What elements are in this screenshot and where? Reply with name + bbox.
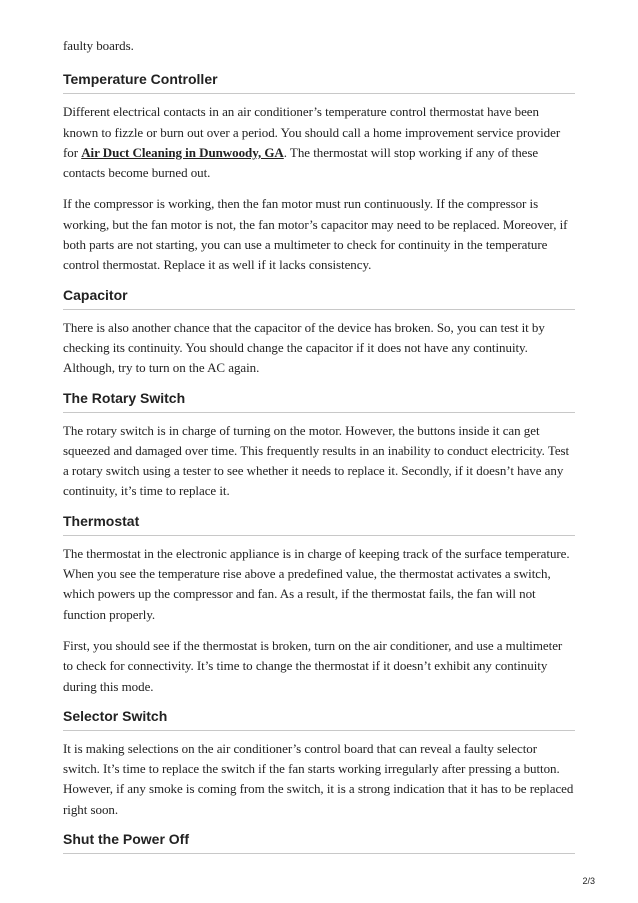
section-temperature-controller — [63, 71, 575, 275]
paragraph-text: Different electrical contacts in an air conditioner’s temperature control thermostat have been known to fizzle or burn out over a period. You should call a home improvement service provider for — [63, 104, 561, 160]
section-selector-switch — [63, 708, 575, 820]
section-heading: Thermostat — [63, 513, 575, 536]
section-capacitor — [63, 287, 575, 379]
page-number: 2/3 — [582, 876, 595, 886]
paragraph — [63, 102, 575, 183]
section-heading: Capacitor — [63, 287, 575, 310]
air-duct-cleaning-link[interactable]: Air Duct Cleaning in Dunwoody, GA — [81, 144, 284, 160]
section-thermostat — [63, 513, 575, 697]
paragraph: There is also another chance that the capacitor of the device has broken. So, you can test it by checking its continuity. You should change the capacitor if it does not have any continuity. Although, try to turn on the AC again. — [63, 319, 545, 376]
section-heading: Selector Switch — [63, 708, 575, 731]
paragraph: It is making selections on the air conditioner’s control board that can reveal a faulty selector switch. It’s time to replace the switch if the fan starts working irregularly after pressing a button. However, if any smoke is coming from the switch, it is a strong indication that it has to be replaced right soon. — [63, 740, 574, 817]
document-page — [63, 36, 575, 862]
section-heading: The Rotary Switch — [63, 390, 575, 413]
paragraph: The thermostat in the electronic appliance is in charge of keeping track of the surface temperature. When you see the temperature rise above a predefined value, the thermostat activates a switch, which powers up the compressor and fan. As a result, if the thermostat fails, the fan will not function properly. — [63, 545, 570, 622]
section-shut-power-off — [63, 831, 575, 854]
intro-fragment: faulty boards. — [63, 38, 134, 53]
section-heading: Temperature Controller — [63, 71, 575, 94]
paragraph: If the compressor is working, then the fan motor must run continuously. If the compressor is working, but the fan motor is not, the fan motor’s capacitor may need to be replaced. Moreover, if both parts are not starting, you can use a multimeter to check for continuity in the temperature control thermostat. Replace it as well if it lacks consistency. — [63, 196, 568, 273]
section-heading: Shut the Power Off — [63, 831, 575, 854]
paragraph: The rotary switch is in charge of turning on the motor. However, the buttons inside it can get squeezed and damaged over time. This frequently results in an inability to conduct electricity. Test a rotary switch using a tester to see whether it needs to replace it. Secondly, if it doesn’t have any continuity, it’s time to replace it. — [63, 422, 570, 499]
section-rotary-switch — [63, 390, 575, 502]
paragraph: First, you should see if the thermostat is broken, turn on the air conditioner, and use a multimeter to check for connectivity. It’s time to change the thermostat if it doesn’t exhibit any continuity during this mode. — [63, 637, 563, 694]
paragraph-text: . The thermostat will stop working if any of these contacts become burned out. — [63, 144, 539, 181]
